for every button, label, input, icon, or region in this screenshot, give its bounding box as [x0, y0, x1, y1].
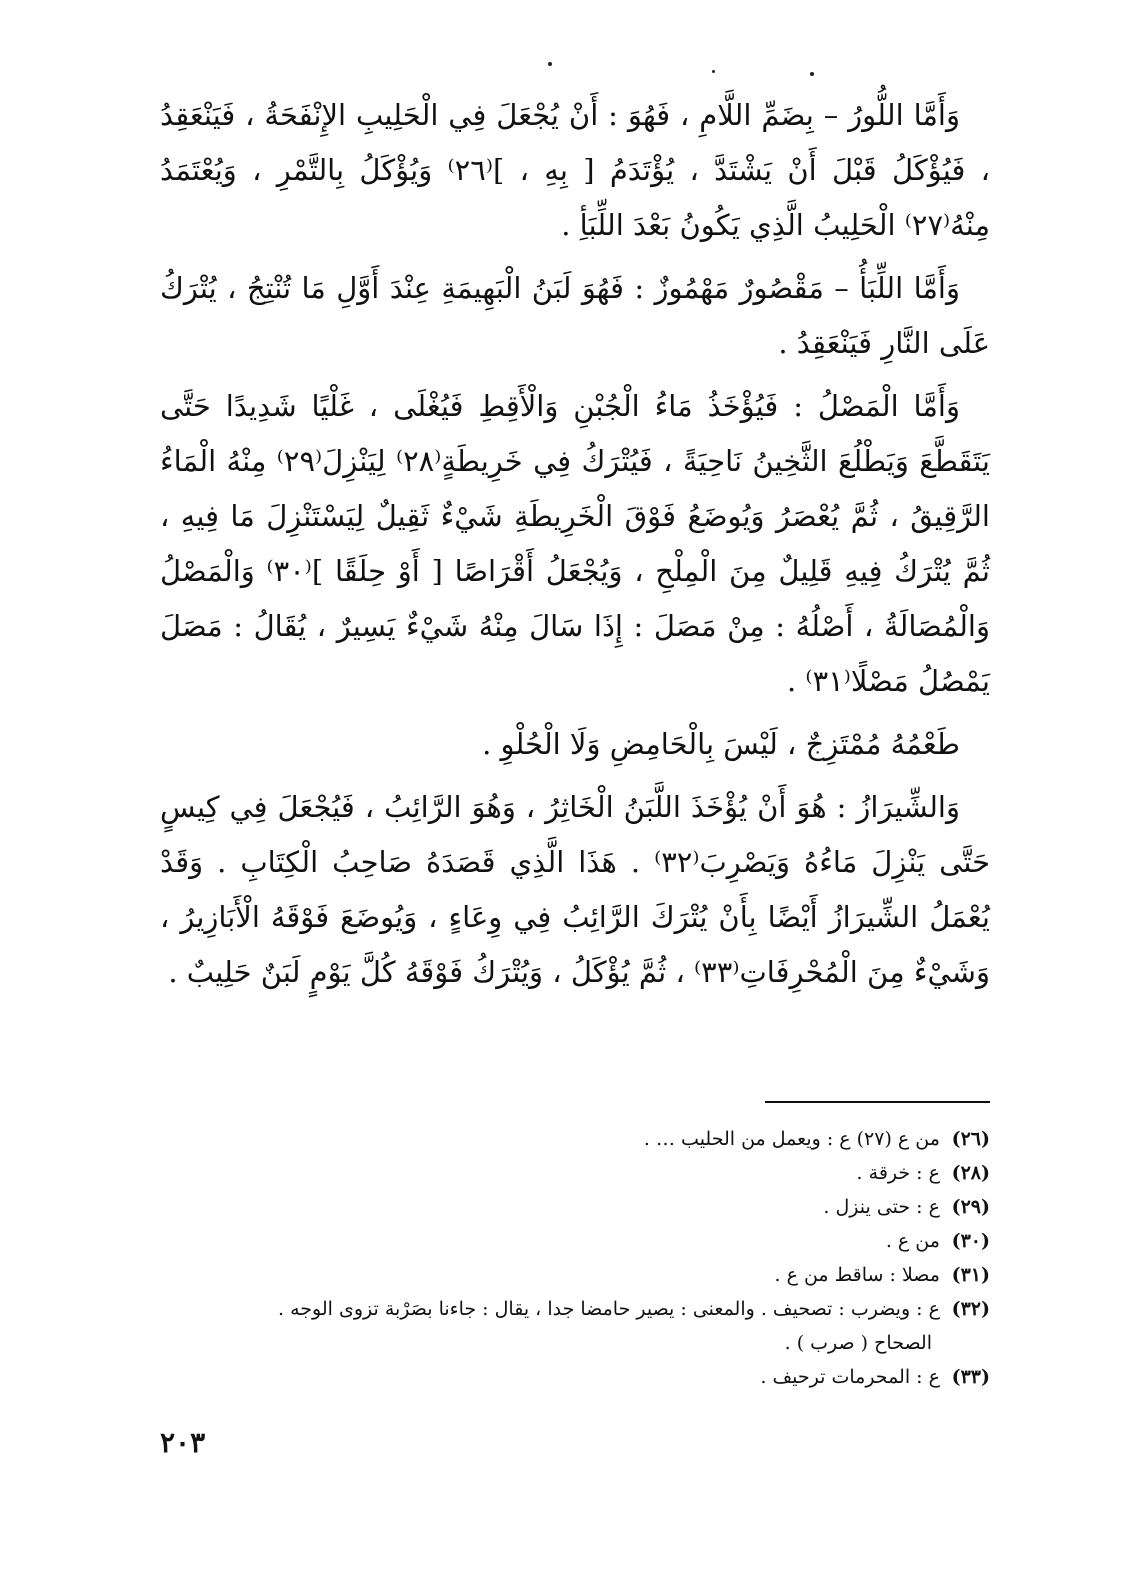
paragraph-taste: طَعْمُهُ مُمْتَزِجٌ ، لَيْسَ بِالْحَامِضِ وَلَا الْحُلْوِ . — [482, 727, 960, 761]
footnote-31 — [170, 1258, 990, 1292]
footnote-26 — [170, 1122, 990, 1156]
footnote-32-continuation — [170, 1326, 990, 1360]
page-number: ٢٠٣ — [160, 1426, 206, 1459]
scan-speck — [810, 72, 814, 76]
footnote-text: مصلا : ساقط من ع . — [774, 1264, 940, 1286]
paragraph-lur: وَأَمَّا اللُّورُ – بِضَمِّ اللَّامِ ، فَهُوَ : أَنْ يُجْعَلَ فِي الْحَلِيبِ الإِنْفَحَةُ ، فَيَنْعَقِدُ ، فَيُؤْكَلُ قَبْلَ أَنْ يَشْتَدَّ ، يُؤْتَدَمُ [ بِهِ ، ]⁽٢٦⁾ وَيُؤْكَلُ بِالتَّمْرِ ، وَيُعْتَمَدُ مِنْهُ⁽٢٧⁾ الْحَلِيبُ الَّذِي يَكُونُ بَعْدَ اللِّبَأِ . — [160, 98, 990, 242]
footnote-number: (٣٢) — [951, 1298, 990, 1320]
paragraph-shiraz: وَالشِّيرَازُ : هُوَ أَنْ يُؤْخَذَ اللَّبَنُ الْخَاثِرُ ، وَهُوَ الرَّائِبُ ، فَيُجْعَلَ فِي كِيسٍ حَتَّى يَنْزِلَ مَاءُهُ وَيَصْرِبَ⁽٣٢⁾ . هَذَا الَّذِي قَصَدَهُ صَاحِبُ الْكِتَابِ . وَقَدْ يُعْمَلُ الشِّيرَازُ أَيْضًا بِأَنْ يُتْرَكَ الرَّائِبُ فِي وِعَاءٍ ، وَيُوضَعَ فَوْقَهُ الْأَبَازِيرُ ، وَشَيْءٌ مِنَ الْمُحْرِفَاتِ⁽٣٣⁾ ، ثُمَّ يُؤْكَلُ ، وَيُتْرَكُ فَوْقَهُ كُلَّ يَوْمٍ لَبَنٌ حَلِيبٌ . — [160, 790, 990, 989]
footnote-30 — [170, 1224, 990, 1258]
main-text — [160, 88, 990, 1008]
scan-speck — [548, 62, 552, 66]
footnote-text: ع : حتى ينزل . — [823, 1196, 940, 1218]
footnote-text: من ع (٢٧) ع : ويعمل من الحليب … . — [643, 1128, 940, 1150]
footnote-number: (٣٠) — [951, 1230, 990, 1252]
scan-speck — [712, 70, 715, 73]
footnote-number: (٣٣) — [951, 1366, 990, 1388]
footnote-text: ع : المحرمات ترحيف . — [760, 1366, 940, 1388]
paragraph-masl: وَأَمَّا الْمَصْلُ : فَيُؤْخَذُ مَاءُ الْجُبْنِ وَالْأَقِطِ فَيُغْلَى ، غَلْيًا شَدِيدًا حَتَّى يَتَقَطَّعَ وَيَطْلُعَ الثَّخِينُ نَاحِيَةً ، فَيُتْرَكُ فِي خَرِيطَةٍ⁽٢٨⁾ لِيَنْزِلَ⁽٢٩⁾ مِنْهُ الْمَاءُ الرَّقِيقُ ، ثُمَّ يُعْصَرُ وَيُوضَعُ فَوْقَ الْخَرِيطَةِ شَيْءٌ ثَقِيلٌ لِيَسْتَنْزِلَ مَا فِيهِ ، ثُمَّ يُتْرَكُ فِيهِ قَلِيلٌ مِنَ الْمِلْحِ ، وَيُجْعَلُ أَقْرَاصًا [ أَوْ حِلَقًا ]⁽٣٠⁾ وَالْمَصْلُ وَالْمُصَالَةُ ، أَصْلُهُ : مِنْ مَصَلَ : إِذَا سَالَ مِنْهُ شَيْءٌ يَسِيرٌ ، يُقَالُ : مَصَلَ يَمْصُلُ مَصْلًا⁽٣١⁾ . — [160, 389, 991, 698]
footnote-number: (٢٩) — [951, 1196, 990, 1218]
footnote-number: (٣١) — [951, 1264, 990, 1286]
footnote-29 — [170, 1190, 990, 1224]
footnote-number: (٢٨) — [951, 1162, 990, 1184]
footnote-32 — [170, 1292, 990, 1326]
footnote-text: من ع . — [885, 1230, 940, 1252]
footnotes — [170, 1122, 990, 1394]
footnote-33 — [170, 1360, 990, 1394]
footnote-separator — [765, 1101, 990, 1103]
footnote-number: (٢٦) — [951, 1128, 990, 1150]
footnote-text: ع : ويضرب : تصحيف . والمعنى : يصير حامضا جدا ، يقال : جاءنا بصَرْبة تزوى الوجه . — [278, 1298, 940, 1320]
footnote-28 — [170, 1156, 990, 1190]
paragraph-liba: وَأَمَّا اللِّبَأُ – مَقْصُورٌ مَهْمُوزٌ : فَهُوَ لَبَنُ الْبَهِيمَةِ عِنْدَ أَوَّلِ مَا تُنْتِجُ ، يُتْرَكُ عَلَى النَّارِ فَيَنْعَقِدُ . — [160, 271, 990, 360]
footnote-text: الصحاح ( صرب ) . — [784, 1332, 932, 1354]
footnote-text: ع : خرقة . — [856, 1162, 940, 1184]
